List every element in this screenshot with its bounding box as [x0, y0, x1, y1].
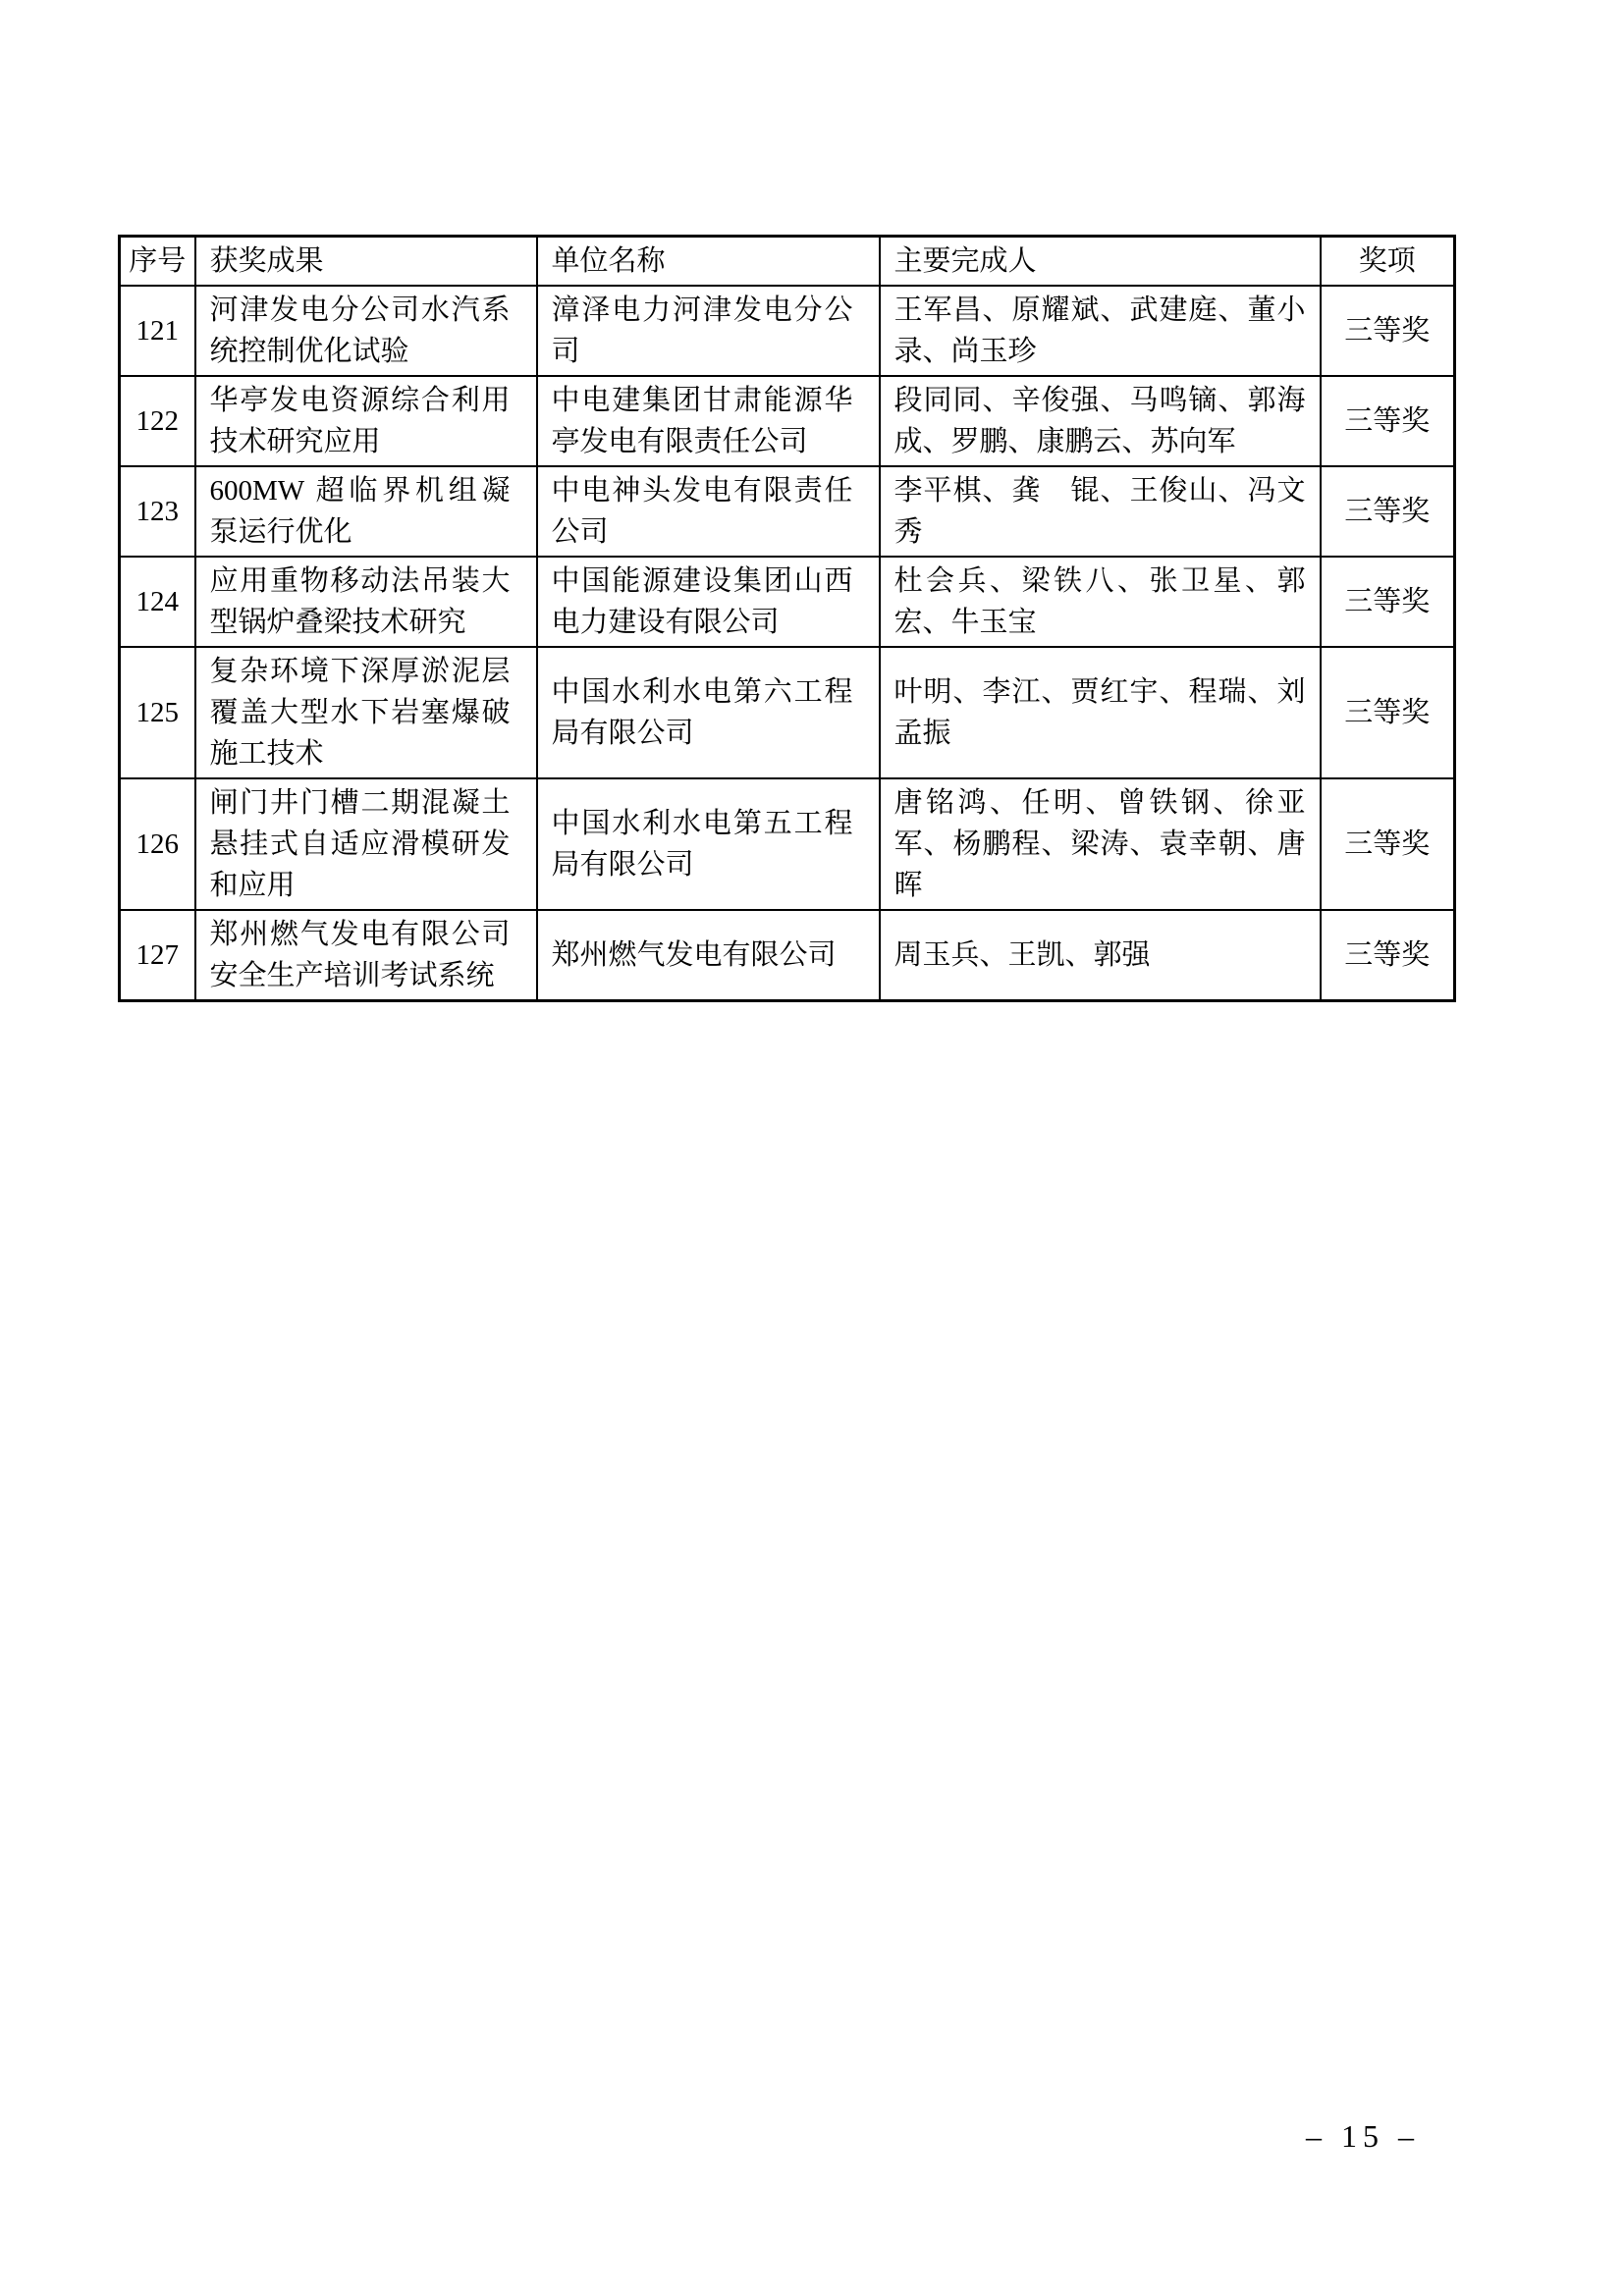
row-index: 124 — [120, 557, 195, 647]
row-organization: 中电建集团甘肃能源华亭发电有限责任公司 — [537, 376, 880, 466]
row-index: 126 — [120, 778, 195, 910]
table-header-row — [120, 237, 1455, 287]
row-achievement: 应用重物移动法吊装大型锅炉叠梁技术研究 — [195, 557, 537, 647]
row-organization: 漳泽电力河津发电分公司 — [537, 286, 880, 376]
row-award: 三等奖 — [1321, 376, 1455, 466]
header-award: 奖项 — [1321, 237, 1455, 287]
table-row — [120, 778, 1455, 910]
row-contributors: 段同同、辛俊强、马鸣镝、郭海成、罗鹏、康鹏云、苏向军 — [880, 376, 1321, 466]
row-index: 127 — [120, 910, 195, 1001]
row-award: 三等奖 — [1321, 286, 1455, 376]
row-achievement: 复杂环境下深厚淤泥层覆盖大型水下岩塞爆破施工技术 — [195, 647, 537, 778]
row-achievement: 华亭发电资源综合利用技术研究应用 — [195, 376, 537, 466]
row-contributors: 周玉兵、王凯、郭强 — [880, 910, 1321, 1001]
award-results-table — [118, 235, 1456, 1002]
row-contributors: 李平棋、龚 锟、王俊山、冯文秀 — [880, 466, 1321, 557]
row-contributors: 杜会兵、梁铁八、张卫星、郭宏、牛玉宝 — [880, 557, 1321, 647]
row-contributors: 唐铭鸿、任明、曾铁钢、徐亚军、杨鹏程、梁涛、袁幸朝、唐晖 — [880, 778, 1321, 910]
row-achievement: 闸门井门槽二期混凝土悬挂式自适应滑模研发和应用 — [195, 778, 537, 910]
row-organization: 中国水利水电第六工程局有限公司 — [537, 647, 880, 778]
row-organization: 中国水利水电第五工程局有限公司 — [537, 778, 880, 910]
row-achievement: 600MW 超临界机组凝泵运行优化 — [195, 466, 537, 557]
header-achievement: 获奖成果 — [195, 237, 537, 287]
header-contributors: 主要完成人 — [880, 237, 1321, 287]
row-index: 122 — [120, 376, 195, 466]
row-index: 121 — [120, 286, 195, 376]
row-award: 三等奖 — [1321, 466, 1455, 557]
row-index: 123 — [120, 466, 195, 557]
table-row — [120, 647, 1455, 778]
row-award: 三等奖 — [1321, 557, 1455, 647]
row-award: 三等奖 — [1321, 647, 1455, 778]
row-contributors: 王军昌、原耀斌、武建庭、董小录、尚玉珍 — [880, 286, 1321, 376]
row-award: 三等奖 — [1321, 910, 1455, 1001]
row-contributors: 叶明、李江、贾红宇、程瑞、刘孟振 — [880, 647, 1321, 778]
table-row — [120, 286, 1455, 376]
row-organization: 中国能源建设集团山西电力建设有限公司 — [537, 557, 880, 647]
row-achievement: 河津发电分公司水汽系统控制优化试验 — [195, 286, 537, 376]
table-row — [120, 376, 1455, 466]
table-row — [120, 466, 1455, 557]
table-row — [120, 557, 1455, 647]
page-number: – 15 – — [1306, 2118, 1420, 2154]
row-organization: 郑州燃气发电有限公司 — [537, 910, 880, 1001]
table-row — [120, 910, 1455, 1001]
header-index: 序号 — [120, 237, 195, 287]
row-index: 125 — [120, 647, 195, 778]
row-organization: 中电神头发电有限责任公司 — [537, 466, 880, 557]
header-organization: 单位名称 — [537, 237, 880, 287]
row-award: 三等奖 — [1321, 778, 1455, 910]
row-achievement: 郑州燃气发电有限公司安全生产培训考试系统 — [195, 910, 537, 1001]
